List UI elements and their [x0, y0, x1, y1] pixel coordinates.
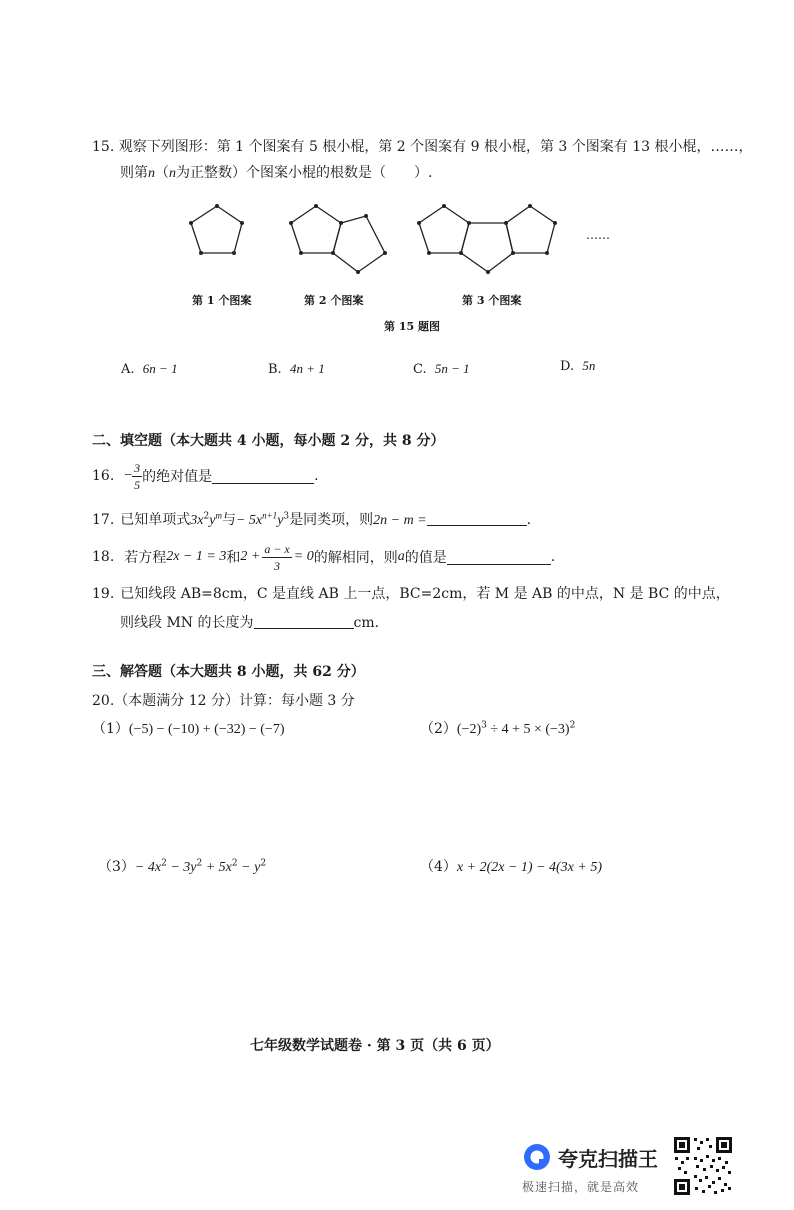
q15-caption-3: 第 3 个图案 — [462, 294, 522, 307]
q20-part4-label: （4） — [420, 859, 457, 875]
q18-text-a: 若方程 — [124, 550, 167, 566]
q20-part2-sup1: 3 — [481, 720, 487, 731]
q17-expr3: 2n − m = — [373, 513, 427, 528]
q17-end: . — [526, 512, 532, 528]
q18-text-c: 的解相同，则 — [313, 550, 398, 566]
q15-line1 — [92, 136, 752, 156]
q19-text-line2-b: cm. — [353, 615, 380, 631]
option-value: 5n − 1 — [434, 361, 470, 376]
pentagon-1 — [191, 206, 242, 253]
section3-title: 三、解答题（本大题共 8 小题，共 62 分） — [92, 664, 365, 680]
q19-number: 19. — [92, 586, 115, 602]
q15-number: 15. — [92, 139, 115, 155]
option-label: D. — [560, 359, 575, 374]
q20-part4-expr: x + 2(2x − 1) − 4(3x + 5) — [456, 860, 603, 875]
q19-text-line2-a: 则线段 MN 的长度为 — [120, 615, 254, 631]
q15-caption-2: 第 2 个图案 — [304, 294, 364, 307]
q20-part1 — [92, 718, 285, 738]
qr-code-icon — [672, 1135, 734, 1197]
q15-var-n1: n — [148, 166, 155, 181]
q15-figure-title: 第 15 题图 — [384, 320, 440, 333]
q19-answer-blank[interactable] — [254, 614, 354, 629]
q19-text-line1: 已知线段 AB=8cm，C 是直线 AB 上一点，BC=2cm，若 M 是 AB 的中点，N 是 BC 的中点， — [120, 586, 730, 602]
pentagon-3b — [461, 223, 513, 272]
q17-answer-blank[interactable] — [427, 511, 527, 526]
q15-text-line1: 观察下列图形：第 1 个图案有 5 根小棍，第 2 个图案有 9 根小棍，第 3 个图案有 13 根小棍，……， — [118, 139, 753, 155]
page-footer: 七年级数学试题卷 · 第 3 页（共 6 页） — [250, 1038, 500, 1054]
q20-part3-s1: 2 — [161, 858, 167, 869]
q18-answer-blank[interactable] — [447, 550, 551, 565]
q16-number: 16. — [92, 468, 115, 484]
q15-option-b — [268, 361, 325, 377]
q17-expr2: − 5x — [235, 513, 263, 528]
q16-sign: − — [124, 468, 133, 483]
q20-part2-b: ÷ 4 + 5 × (−3) — [486, 722, 570, 737]
brand-slogan: 极速扫描，就是高效 — [522, 1180, 640, 1194]
pentagon-2a — [291, 206, 341, 253]
q16-numerator: 3 — [134, 460, 141, 475]
q17-sup1b: m — [215, 510, 222, 521]
q18-expr2a: 2 + — [240, 549, 261, 564]
q18-expr2b: = 0 — [293, 549, 314, 564]
option-label: A. — [121, 362, 135, 377]
option-label: C. — [413, 362, 427, 377]
q20-part2-label: （2） — [420, 721, 457, 737]
q17-text-b: 与 — [221, 512, 236, 528]
q15-line2-b: （ — [155, 165, 169, 181]
q20-part3-label: （3） — [98, 859, 135, 875]
q18-number: 18. — [92, 549, 115, 565]
q15-line2 — [120, 162, 432, 182]
q17-text-c: 是同类项，则 — [289, 512, 374, 528]
q16-text: 的绝对值是 — [142, 469, 213, 485]
q15-var-n2: n — [169, 166, 176, 181]
q20-part3-c: + 5x — [202, 860, 232, 875]
q18-var-a: a — [397, 549, 405, 564]
q16-end: . — [314, 468, 319, 484]
q20-part3-d: − y — [237, 860, 261, 875]
q20-part4 — [420, 856, 602, 876]
option-label: B. — [268, 362, 282, 377]
q17-expr2b: y — [277, 513, 284, 528]
q17-sup2: n+1 — [262, 510, 278, 521]
q20-part3-b: − 3y — [166, 860, 197, 875]
q18-numerator: a − x — [264, 541, 290, 556]
q20-part3-a: − 4x — [134, 860, 162, 875]
q17 — [92, 509, 531, 529]
q18 — [92, 538, 555, 576]
q18-text-b: 和 — [226, 550, 241, 566]
q17-sup2b: 3 — [283, 511, 290, 522]
q17-expr1b: y — [209, 513, 216, 528]
q20-part3-s2: 2 — [196, 858, 203, 869]
q15-option-c — [413, 361, 470, 377]
option-value: 6n − 1 — [142, 361, 178, 376]
q20-part3-s3: 2 — [231, 858, 238, 869]
q20-part2-a: (−2) — [456, 722, 482, 737]
pentagon-3c — [506, 206, 555, 253]
q15-ellipsis: …… — [586, 228, 610, 242]
q18-end: . — [550, 549, 556, 565]
q20-part1-expr: (−5) − (−10) + (−32) − (−7) — [128, 722, 285, 737]
q16-denominator: 5 — [134, 477, 141, 492]
q17-text-a: 已知单项式 — [120, 512, 191, 528]
q16-fraction — [132, 462, 142, 491]
q16 — [92, 458, 319, 494]
q17-expr1: 3x — [190, 513, 204, 528]
q18-denominator: 3 — [274, 558, 281, 573]
brand-watermark — [518, 1138, 668, 1202]
q17-sup1: 2 — [203, 511, 210, 522]
option-value: 5n — [582, 358, 596, 373]
q20-title: 20.（本题满分 12 分）计算：每小题 3 分 — [92, 693, 355, 709]
q15-option-d — [560, 358, 595, 374]
brand-name: 夸克扫描王 — [558, 1147, 658, 1171]
q20-part2-sup2: 2 — [569, 720, 576, 731]
q15-caption-1: 第 1 个图案 — [192, 294, 252, 307]
q19-line2 — [120, 612, 379, 632]
q19-line1 — [92, 583, 730, 603]
q16-answer-blank[interactable] — [212, 469, 314, 484]
option-value: 4n + 1 — [289, 361, 325, 376]
q20-part1-label: （1） — [92, 721, 129, 737]
section2-title: 二、填空题（本大题共 4 小题，每小题 2 分，共 8 分） — [92, 433, 445, 449]
q20-part3 — [98, 856, 266, 876]
q15-line2-c: 为正整数）个图案小棍的根数是（ ）. — [176, 165, 433, 181]
quark-logo-icon — [522, 1142, 552, 1172]
q17-number: 17. — [92, 512, 115, 528]
q15-option-a — [121, 361, 178, 377]
q15-pentagon-figure — [180, 196, 620, 286]
q18-text-d: 的值是 — [404, 550, 447, 566]
pentagon-3a — [419, 206, 469, 253]
q18-fraction — [262, 543, 291, 572]
q20-part3-s4: 2 — [260, 858, 267, 869]
q18-expr1: 2x − 1 = 3 — [166, 549, 227, 564]
q20-part2 — [420, 718, 575, 738]
q15-line2-a: 则第 — [120, 165, 148, 181]
